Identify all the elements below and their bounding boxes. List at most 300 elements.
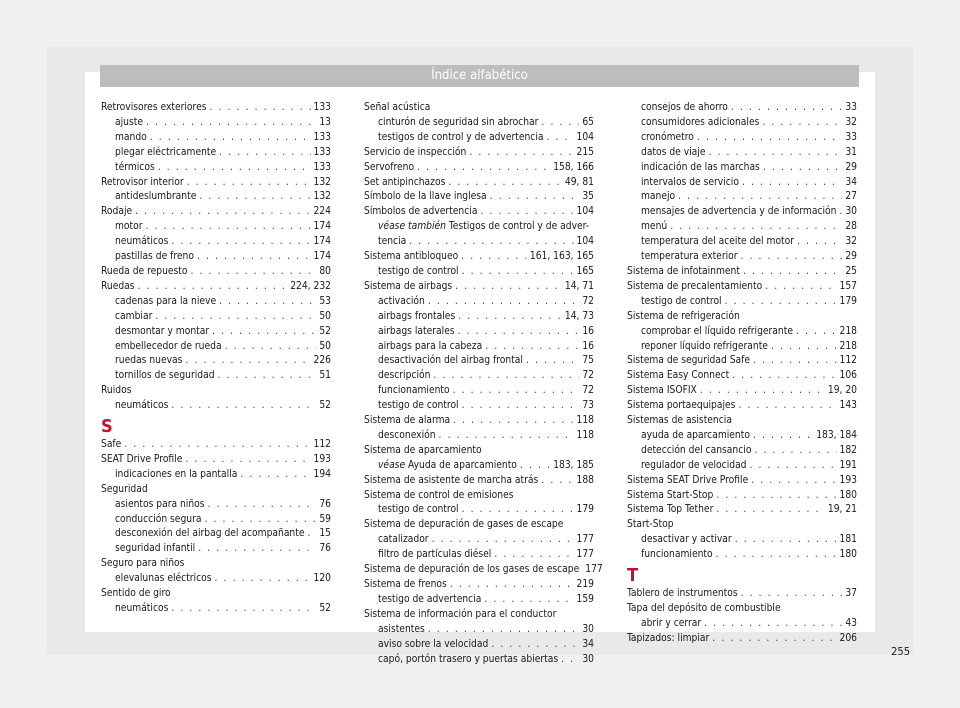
dot-leader	[738, 399, 836, 414]
dot-leader	[219, 146, 310, 161]
dot-leader	[138, 280, 288, 295]
page-ref: 183, 185	[553, 459, 594, 471]
index-heading: Sentido de giro	[101, 588, 171, 600]
page-ref: 165	[576, 265, 594, 277]
entry-label: Símbolo de la llave inglesa	[364, 191, 487, 203]
page-ref: 181	[839, 534, 857, 546]
page-ref: 13	[319, 116, 331, 128]
dot-leader	[307, 527, 316, 542]
dot-leader	[171, 399, 316, 414]
index-see-also	[364, 220, 594, 235]
entry-label: catalizador	[378, 534, 429, 546]
dot-leader	[185, 354, 310, 369]
page-ref: 180	[839, 489, 857, 501]
dot-leader	[458, 310, 562, 325]
index-entry	[627, 265, 857, 280]
page-ref: 15	[319, 528, 331, 540]
page-ref: 50	[319, 340, 331, 352]
dot-leader	[480, 205, 573, 220]
index-subentry	[364, 310, 594, 325]
entry-label: airbags para la cabeza	[378, 340, 483, 352]
page-ref: 120	[313, 573, 331, 585]
entry-label: consumidores adicionales	[641, 116, 760, 128]
entry-label: Sistema Top Tether	[627, 504, 714, 516]
entry-label: plegar eléctricamente	[115, 146, 217, 158]
index-heading: Sistema de aparcamiento	[364, 444, 482, 456]
dot-leader	[135, 205, 310, 220]
page-ref: 33	[845, 102, 857, 113]
index-subentry	[101, 340, 331, 355]
entry-label: Sistema antibloqueo	[364, 251, 459, 263]
entry-label: Rodaje	[101, 206, 133, 218]
index-heading: Sistema de depuración de gases de escape	[364, 519, 564, 531]
dot-leader	[218, 369, 317, 384]
entry-label: intervalos de servicio	[641, 176, 739, 188]
index-subentry	[627, 146, 857, 161]
dot-leader	[462, 265, 574, 280]
dot-leader	[146, 220, 311, 235]
page-ref: 191	[839, 459, 857, 471]
page-ref: 34	[845, 176, 857, 188]
index-entry	[364, 250, 594, 265]
page-ref: 224	[313, 206, 331, 218]
entry-label: SEAT Drive Profile	[101, 453, 183, 465]
page-ref: 43	[845, 617, 857, 629]
page-ref: 180	[839, 549, 857, 561]
page-ref: 52	[319, 325, 331, 337]
dot-leader	[187, 176, 311, 191]
page-ref: 157	[839, 280, 857, 292]
dot-leader	[485, 340, 579, 355]
page-ref: 37	[845, 588, 857, 600]
index-column-2	[364, 101, 603, 667]
index-subentry	[627, 250, 857, 265]
entry-label: funcionamiento	[378, 385, 450, 397]
dot-leader	[494, 548, 573, 563]
index-subentry	[627, 190, 857, 205]
entry-label: consejos de ahorro	[641, 102, 728, 113]
dot-leader	[762, 116, 842, 131]
index-subentry	[627, 325, 857, 340]
index-subentry	[101, 190, 331, 205]
dot-leader	[741, 587, 843, 602]
entry-label: Sistema ISOFIX	[627, 385, 697, 397]
index-entry	[101, 205, 331, 220]
index-subentry	[364, 593, 594, 608]
entry-label: ruedas nuevas	[115, 355, 183, 367]
page-ref: 49, 81	[564, 176, 594, 188]
page-ref: 16	[582, 325, 594, 337]
section-letter: T	[627, 565, 639, 587]
dot-leader	[432, 533, 574, 548]
index-subentry	[101, 602, 331, 617]
dot-leader	[678, 190, 842, 205]
dot-leader	[225, 340, 317, 355]
index-entry	[627, 369, 857, 384]
dot-leader	[185, 453, 310, 468]
index-entry	[101, 265, 331, 280]
index-subentry	[101, 513, 331, 528]
entry-label: conducción segura	[115, 513, 202, 525]
index-subentry	[627, 116, 857, 131]
entry-label: tornillos de seguridad	[115, 370, 215, 382]
page-ref: 133	[313, 146, 331, 158]
page-ref: 133	[313, 131, 331, 143]
index-entry	[364, 190, 594, 205]
index-subentry	[627, 444, 857, 459]
entry-label: neumáticos	[115, 603, 169, 614]
entry-label: menú	[641, 221, 668, 233]
dot-leader	[439, 429, 574, 444]
index-entry	[627, 503, 857, 518]
index-subentry	[627, 533, 857, 548]
index-heading: Sistema de refrigeración	[627, 310, 740, 322]
entry-label: Sistema de precalentamiento	[627, 280, 763, 292]
dot-leader	[124, 438, 310, 453]
page-ref: 65	[582, 116, 594, 128]
entry-label: temperatura del aceite del motor	[641, 236, 795, 248]
page-ref: 14, 73	[564, 310, 594, 322]
entry-label: Rueda de repuesto	[101, 265, 188, 277]
page-ref: 218	[839, 325, 857, 337]
index-entry	[627, 354, 857, 369]
page-ref: 53	[319, 295, 331, 307]
page-ref: 112	[313, 439, 331, 451]
page-ref: 132	[313, 191, 331, 203]
entry-label: desactivar y activar	[641, 534, 732, 546]
dot-leader	[763, 161, 842, 176]
entry-label: Tapizados: limpiar	[627, 632, 710, 644]
dot-leader	[458, 325, 580, 340]
dot-leader	[208, 498, 317, 513]
dot-leader	[735, 533, 837, 548]
index-column-3	[627, 101, 857, 647]
dot-leader	[547, 131, 574, 146]
index-heading: Start-Stop	[627, 519, 674, 531]
index-subentry	[627, 235, 857, 250]
page-ref: 118	[576, 415, 594, 427]
page-ref: 34	[582, 638, 594, 650]
see-label: véase	[378, 459, 406, 471]
page-ref: 106	[839, 370, 857, 382]
entry-label: cambiar	[115, 310, 153, 322]
index-entry	[627, 280, 857, 295]
index-subentry	[101, 131, 331, 146]
dot-leader	[700, 384, 825, 399]
page-ref: 161, 163, 165	[529, 251, 594, 263]
entry-label: Sistema Start-Stop	[627, 489, 714, 501]
index-subentry	[364, 623, 594, 638]
entry-label: cronómetro	[641, 131, 694, 143]
index-subentry	[101, 369, 331, 384]
page-ref: 80	[319, 265, 331, 277]
index-subentry	[364, 548, 594, 563]
page-ref: 52	[319, 400, 331, 412]
page-ref: 188	[576, 474, 594, 486]
page-ref: 226	[313, 355, 331, 367]
page-ref: 159	[576, 593, 594, 605]
page-ref: 27	[845, 191, 857, 203]
entry-label: Sistema Easy Connect	[627, 370, 730, 382]
dot-leader	[215, 572, 311, 587]
entry-label: datos de viaje	[641, 146, 706, 158]
page-ref: 183, 184	[816, 429, 857, 441]
page-ref: 30	[582, 653, 594, 665]
page-ref: 31	[845, 146, 857, 158]
index-entry	[364, 161, 594, 176]
page-ref: 174	[313, 221, 331, 233]
page-ref: 158, 166	[553, 161, 594, 173]
index-entry	[101, 280, 331, 295]
entry-label: Sistema de seguridad Safe	[627, 355, 751, 367]
page-ref: 72	[582, 295, 594, 307]
dot-leader	[417, 161, 550, 176]
page-ref: 28	[845, 221, 857, 233]
index-subentry	[627, 459, 857, 474]
entry-label: Safe	[101, 439, 122, 451]
dot-leader	[199, 190, 310, 205]
dot-leader	[541, 116, 579, 131]
index-entry	[364, 146, 594, 161]
entry-label: ajuste	[115, 116, 143, 128]
dot-leader	[171, 235, 310, 250]
page-ref: 182	[839, 444, 857, 456]
page-ref: 35	[582, 191, 594, 203]
entry-label: Sistema de infotainment	[627, 265, 740, 277]
dot-leader	[670, 220, 842, 235]
dot-leader	[433, 369, 579, 384]
index-entry	[627, 474, 857, 489]
page-ref: 143	[839, 400, 857, 412]
entry-label: abrir y cerrar	[641, 617, 702, 629]
entry-label: Sistema portaequipajes	[627, 400, 736, 412]
dot-leader	[561, 653, 579, 668]
page-ref: 14, 71	[564, 280, 594, 292]
entry-label: comprobar el líquido refrigerante	[641, 325, 793, 337]
index-subentry	[101, 235, 331, 250]
index-heading: Tapa del depósito de combustible	[627, 603, 781, 614]
dot-leader	[704, 617, 842, 632]
index-entry	[101, 101, 331, 116]
entry-label: Sistema de asistente de marcha atrás	[364, 474, 539, 486]
page-ref: 194	[313, 468, 331, 480]
dot-leader	[741, 250, 843, 265]
entry-label	[378, 459, 517, 474]
page-ref: 177	[576, 534, 594, 546]
entry-label: Sistema de frenos	[364, 579, 447, 590]
dot-leader	[526, 354, 579, 369]
dot-leader	[839, 205, 842, 220]
entry-label: embellecedor de rueda	[115, 340, 222, 352]
dot-leader	[750, 459, 837, 474]
page-ref: 224, 232	[290, 280, 331, 292]
index-subentry	[364, 384, 594, 399]
index-subentry	[627, 205, 857, 220]
dot-leader	[462, 399, 580, 414]
dot-leader	[409, 235, 573, 250]
index-entry	[364, 280, 594, 295]
page-ref: 25	[845, 265, 857, 277]
entry-label: tencia	[378, 236, 407, 248]
index-subentry	[627, 617, 857, 632]
page-ref: 19, 21	[827, 504, 857, 516]
dot-leader	[743, 265, 842, 280]
index-subentry	[627, 131, 857, 146]
dot-leader	[491, 638, 579, 653]
index-subentry	[364, 638, 594, 653]
index-entry	[364, 474, 594, 489]
dot-leader	[725, 295, 837, 310]
index-subentry	[627, 220, 857, 235]
index-subentry	[101, 572, 331, 587]
index-subentry	[101, 310, 331, 325]
entry-label: asistentes	[378, 623, 425, 635]
index-subentry	[364, 131, 594, 146]
page-ref: 104	[576, 131, 594, 143]
entry-label: testigo de advertencia	[378, 593, 482, 605]
index-subentry	[364, 295, 594, 310]
entry-label: testigo de control	[378, 265, 459, 277]
dot-leader	[158, 161, 311, 176]
page-header: Índice alfabético	[100, 65, 859, 87]
page-ref: 32	[845, 236, 857, 248]
index-subentry	[364, 533, 594, 548]
page-ref: 104	[576, 236, 594, 248]
page-ref: 76	[319, 498, 331, 510]
page-ref: 59	[319, 513, 331, 525]
page-ref: 193	[313, 453, 331, 465]
page-ref: 218	[839, 340, 857, 352]
page-ref: 19, 20	[827, 385, 857, 397]
entry-label: Ruedas	[101, 280, 135, 292]
entry-label: térmicos	[115, 161, 155, 173]
page-ref: 174	[313, 236, 331, 248]
page-ref: 52	[319, 603, 331, 614]
entry-label: testigo de control	[641, 295, 722, 307]
index-heading: Seguridad	[101, 483, 148, 495]
see-target: Ayuda de aparcamiento	[405, 459, 517, 471]
page-ref: 215	[576, 146, 594, 158]
dot-leader	[240, 468, 310, 483]
index-subentry	[627, 101, 857, 116]
index-entry	[627, 489, 857, 504]
page-ref: 75	[582, 355, 594, 367]
entry-label: regulador de velocidad	[641, 459, 747, 471]
entry-label: Retrovisores exteriores	[101, 102, 207, 113]
dot-leader	[448, 176, 561, 191]
dot-leader	[797, 235, 842, 250]
dot-leader	[541, 474, 573, 489]
index-subentry	[101, 354, 331, 369]
dot-leader	[520, 459, 550, 474]
page-ref: 133	[313, 161, 331, 173]
entry-label: cadenas para la nieve	[115, 295, 217, 307]
entry-label: seguridad infantil	[115, 543, 196, 555]
page-number: 255	[891, 645, 910, 658]
see-also-label: véase también	[378, 221, 446, 233]
dot-leader	[716, 489, 836, 504]
dot-leader	[428, 295, 579, 310]
page-ref: 133	[313, 102, 331, 113]
entry-label: Sistema de depuración de los gases de escape	[364, 564, 580, 576]
page-ref: 179	[839, 295, 857, 307]
page-ref: 219	[576, 579, 594, 590]
entry-label: Sistema de airbags	[364, 280, 453, 292]
dot-leader	[754, 444, 836, 459]
index-subentry	[101, 527, 331, 542]
page-ref: 51	[319, 370, 331, 382]
page-ref: 112	[839, 355, 857, 367]
dot-leader	[428, 623, 580, 638]
entry-label: motor	[115, 221, 143, 233]
entry-label: reponer líquido refrigerante	[641, 340, 768, 352]
entry-label: asientos para niños	[115, 498, 205, 510]
dot-leader	[484, 593, 573, 608]
entry-label: desconexión	[378, 429, 436, 441]
page-ref: 104	[576, 206, 594, 218]
dot-leader	[462, 503, 574, 518]
entry-label: mensajes de advertencia y de información	[641, 206, 837, 218]
index-entry	[627, 399, 857, 414]
index-subentry	[627, 161, 857, 176]
index-subentry	[101, 250, 331, 265]
page-ref: 132	[313, 176, 331, 188]
index-subentry	[101, 325, 331, 340]
entry-label: testigos de control y de advertencia	[378, 131, 544, 143]
dot-leader	[453, 384, 580, 399]
page-ref: 72	[582, 370, 594, 382]
index-subentry	[101, 468, 331, 483]
dot-leader	[765, 280, 836, 295]
dot-leader	[716, 503, 825, 518]
dot-leader	[461, 250, 527, 265]
page-ref: 179	[576, 504, 594, 516]
page-ref: 32	[845, 116, 857, 128]
see-also-target: Testigos de control y de adver-	[445, 221, 590, 233]
entry-label: testigo de control	[378, 504, 459, 516]
dot-leader	[191, 265, 317, 280]
dot-leader	[455, 280, 562, 295]
entry-label: Símbolos de advertencia	[364, 206, 478, 218]
dot-leader	[204, 513, 316, 528]
entry-label: testigo de control	[378, 400, 459, 412]
index-subentry	[101, 542, 331, 557]
entry-label: Sistema de alarma	[364, 415, 451, 427]
index-subentry	[101, 146, 331, 161]
entry-label: filtro de partículas diésel	[378, 549, 492, 561]
entry-label: cinturón de seguridad sin abrochar	[378, 116, 539, 128]
entry-label: detección del cansancio	[641, 444, 752, 456]
dot-leader	[210, 101, 311, 116]
page-ref: 73	[582, 400, 594, 412]
dot-leader	[150, 131, 311, 146]
dot-leader	[742, 176, 842, 191]
index-heading: Sistemas de asistencia	[627, 415, 732, 427]
entry-label: indicaciones en la pantalla	[115, 468, 238, 480]
dot-leader	[796, 325, 837, 340]
index-subentry	[101, 295, 331, 310]
entry-label: antideslumbrante	[115, 191, 197, 203]
entry-label: aviso sobre la velocidad	[378, 638, 489, 650]
page-ref: 16	[582, 340, 594, 352]
index-entry	[364, 414, 594, 429]
index-subentry	[364, 503, 594, 518]
index-heading: Señal acústica	[364, 102, 431, 113]
entry-label: capó, portón trasero y puertas abiertas	[378, 653, 559, 665]
index-entry	[627, 587, 857, 602]
page-ref: 50	[319, 310, 331, 322]
page-ref: 72	[582, 385, 594, 397]
